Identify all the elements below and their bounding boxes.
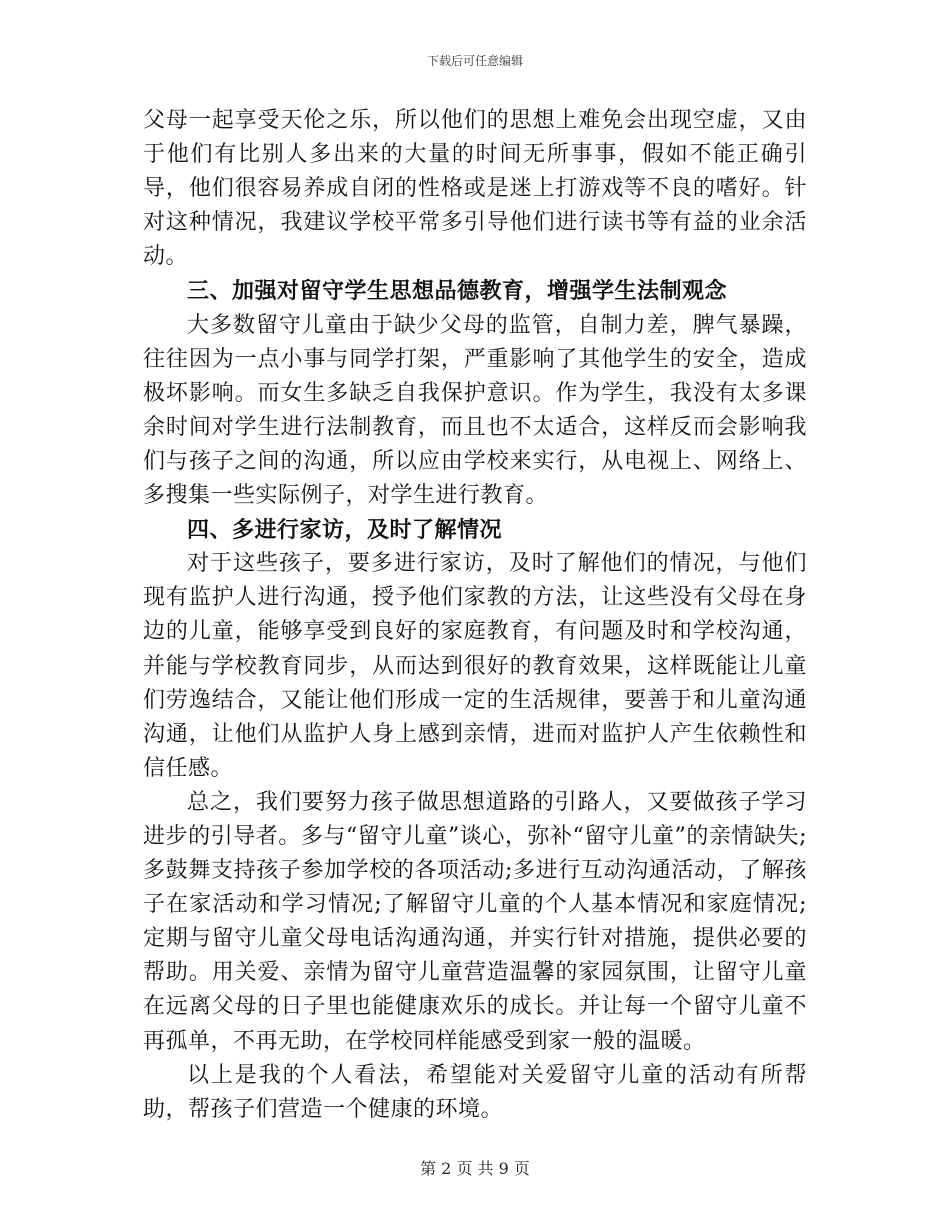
paragraph-legal-education: 大多数留守儿童由于缺少父母的监管，自制力差，脾气暴躁，往往因为一点小事与同学打架，严重影响了其他学生的安全，造成极坏影响。而女生多缺乏自我保护意识。作为学生，我没有太多课余时间对学生进行法制教育，而且也不太适合，这样反而会影响我们与孩子之间的沟通，所以应由学校来实行，从电视上、网络上、多搜集一些实际例子，对学生进行教育。 — [143, 312, 807, 509]
section-heading-4: 四、多进行家访，及时了解情况 — [187, 517, 503, 544]
paragraph-summary: 总之，我们要努力孩子做思想道路的引路人，又要做孩子学习进步的引导者。多与“留守儿童”谈心，弥补“留守儿童”的亲情缺失;多鼓舞支持孩子参加学校的各项活动;多进行互动沟通活动，了解孩子在家活动和学习情况;了解留守儿童的个人基本情况和家庭情况;定期与留守儿童父母电话沟通沟通，并实行针对措施，提供必要的帮助。用关爱、亲情为留守儿童营造温馨的家园氛围，让留守儿童在远离父母的日子里也能健康欢乐的成长。并让每一个留守儿童不再孤单，不再无助，在学校同样能感受到家一般的温暖。 — [143, 789, 807, 1054]
paragraph-continuation: 父母一起享受天伦之乐，所以他们的思想上难免会出现空虚，又由于他们有比别人多出来的大量的时间无所事事，假如不能正确引导，他们很容易养成自闭的性格或是迷上打游戏等不良的嗜好。针对这种情况，我建议学校平常多引导他们进行读书等有益的业余活动。 — [143, 108, 807, 270]
document-body — [143, 104, 807, 1127]
page-header-note: 下载后可任意编辑 — [426, 54, 523, 68]
paragraph-closing: 以上是我的个人看法，希望能对关爱留守儿童的活动有所帮助，帮孩子们营造一个健康的环境。 — [143, 1062, 807, 1122]
page-number: 第 2 页 共 9 页 — [420, 1159, 530, 1178]
paragraph-home-visits: 对于这些孩子，要多进行家访，及时了解他们的情况，与他们现有监护人进行沟通，授予他们家教的方法，让这些没有父母在身边的儿童，能够享受到良好的家庭教育，有问题及时和学校沟通，并能与学校教育同步，从而达到很好的教育效果，这样既能让儿童们劳逸结合，又能让他们形成一定的生活规律，要善于和儿童沟通沟通，让他们从监护人身上感到亲情，进而对监护人产生依赖性和信任感。 — [143, 551, 807, 781]
section-heading-3: 三、加强对留守学生思想品德教育，增强学生法制观念 — [187, 278, 728, 305]
